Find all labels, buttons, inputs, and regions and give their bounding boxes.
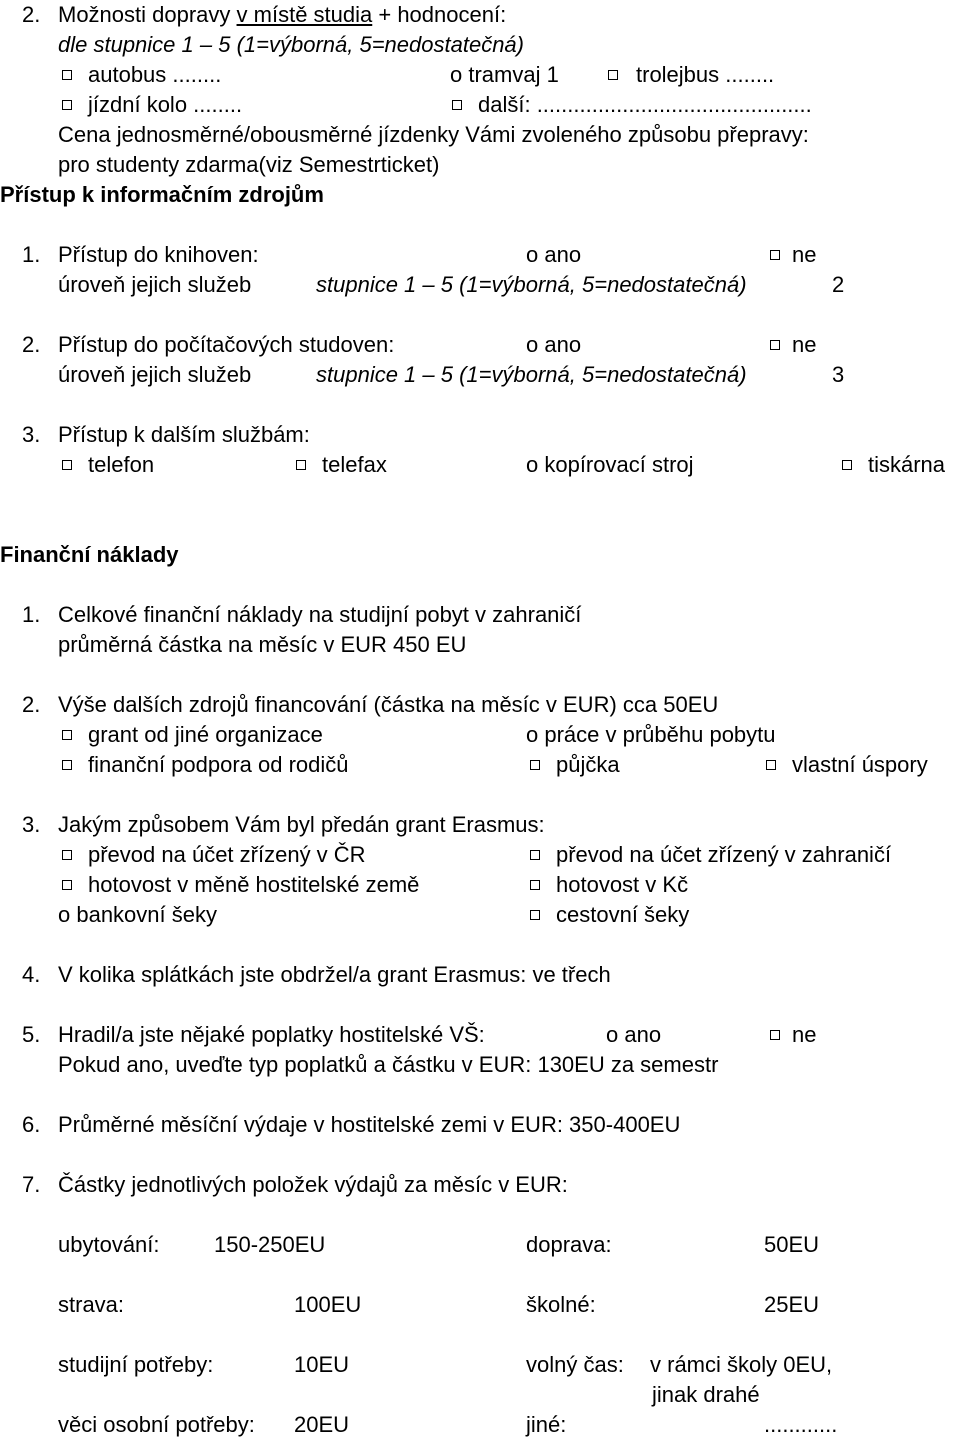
study-label: studijní potřeby: [58,1352,214,1377]
tuition-label: školné: [526,1292,596,1317]
fin-q1-label: Celkové finanční náklady na studijní pobyt v zahraničí [58,602,582,627]
fax-label: telefax [322,452,387,477]
fin-q5-detail: Pokud ano, uveďte typ poplatků a částku v EUR: 130EU za semestr [58,1052,719,1077]
printer-checkbox[interactable] [842,460,852,470]
other-cost-value: ............ [764,1412,838,1437]
tuition-value: 25EU [764,1292,820,1317]
transfer-abroad-checkbox[interactable] [530,850,540,860]
fin-q3-num: 3. [22,812,41,837]
transfer-abroad-label: převod na účet zřízený v zahraničí [556,842,892,867]
travel-checks-label: cestovní šeky [556,902,690,927]
info-q3-label: Přístup k dalším službám: [58,422,310,447]
info-q2-no: ne [792,332,817,357]
fin-q4-label: V kolika splátkách jste obdržel/a grant Erasmus: ve třech [58,962,611,987]
fin-q2-num: 2. [22,692,41,717]
leisure-label: volný čas: [526,1352,624,1377]
transport-scale-line: dle stupnice 1 – 5 (1=výborná, 5=nedostatečná) [58,32,524,57]
other-transport-checkbox[interactable] [452,100,462,110]
loan-label: půjčka [556,752,620,777]
study-value: 10EU [294,1352,350,1377]
fin-q4-num: 4. [22,962,41,987]
info-q2-num: 2. [22,332,41,357]
savings-checkbox[interactable] [766,760,776,770]
info-q1-value: 2 [832,272,845,297]
fin-q3-label: Jakým způsobem Vám byl předán grant Erasmus: [58,812,545,837]
price-line: Cena jednosměrné/obousměrné jízdenky Vámi zvoleného způsobu přepravy: [58,122,809,147]
transport-heading-num: 2. [22,2,41,27]
transport-heading-pre: Možnosti dopravy [58,2,237,27]
transport-cost-label: doprava: [526,1232,612,1257]
bank-checks-label[interactable]: o bankovní šeky [58,902,217,927]
savings-label: vlastní úspory [792,752,928,777]
copier-label[interactable]: o kopírovací stroj [526,452,694,477]
info-q2-scale: stupnice 1 – 5 (1=výborná, 5=nedostatečná) [316,362,747,387]
cash-host-label: hotovost v měně hostitelské země [88,872,420,897]
grant-other-checkbox[interactable] [62,730,72,740]
grant-other-label: grant od jiné organizace [88,722,323,747]
trolleybus-checkbox[interactable] [608,70,618,80]
bike-label: jízdní kolo ........ [88,92,243,117]
housing-value: 150-250EU [214,1232,326,1257]
info-q2-level-label: úroveň jejich služeb [58,362,252,387]
info-q2-yes[interactable]: o ano [526,332,582,357]
info-q1-no: ne [792,242,817,267]
info-q1-level-label: úroveň jejich služeb [58,272,252,297]
transfer-cr-checkbox[interactable] [62,850,72,860]
other-transport-label: další: ............................................. [478,92,812,117]
fin-q5-no: ne [792,1022,817,1047]
fin-q7-label: Částky jednotlivých položek výdajů za měsíc v EUR: [58,1172,568,1197]
transport-heading [58,4,506,26]
personal-label: věci osobní potřeby: [58,1412,255,1437]
food-label: strava: [58,1292,125,1317]
fax-checkbox[interactable] [296,460,306,470]
fin-q5-no-checkbox[interactable] [770,1030,780,1040]
fin-q7-num: 7. [22,1172,41,1197]
trolleybus-label: trolejbus ........ [636,62,775,87]
fin-q5-label: Hradil/a jste nějaké poplatky hostitelské VŠ: [58,1022,485,1047]
phone-label: telefon [88,452,155,477]
info-q1-no-checkbox[interactable] [770,250,780,260]
parents-label: finanční podpora od rodičů [88,752,349,777]
food-value: 100EU [294,1292,362,1317]
printer-label: tiskárna [868,452,946,477]
fin-q2-label: Výše dalších zdrojů financování (částka na měsíc v EUR) cca 50EU [58,692,719,717]
bus-label: autobus ........ [88,62,222,87]
finance-heading: Finanční náklady [0,542,179,567]
info-heading: Přístup k informačním zdrojům [0,182,324,207]
fin-q1-value: průměrná částka na měsíc v EUR 450 EU [58,632,467,657]
parents-checkbox[interactable] [62,760,72,770]
transport-heading-link: v místě studia [236,2,373,27]
info-q1-num: 1. [22,242,41,267]
info-q1-scale: stupnice 1 – 5 (1=výborná, 5=nedostatečná) [316,272,747,297]
price-value: pro studenty zdarma(viz Semestrticket) [58,152,440,177]
bike-checkbox[interactable] [62,100,72,110]
transport-cost-value: 50EU [764,1232,820,1257]
cash-host-checkbox[interactable] [62,880,72,890]
personal-value: 20EU [294,1412,350,1437]
info-q2-no-checkbox[interactable] [770,340,780,350]
leisure-value-2: jinak drahé [652,1382,760,1407]
cash-czk-checkbox[interactable] [530,880,540,890]
fin-q5-yes[interactable]: o ano [606,1022,662,1047]
info-q3-num: 3. [22,422,41,447]
fin-q6-num: 6. [22,1112,41,1137]
work-label[interactable]: o práce v průběhu pobytu [526,722,776,747]
transport-heading-post: + hodnocení: [372,2,507,27]
other-cost-label: jiné: [526,1412,567,1437]
info-q1-yes[interactable]: o ano [526,242,582,267]
fin-q5-num: 5. [22,1022,41,1047]
phone-checkbox[interactable] [62,460,72,470]
info-q1-label: Přístup do knihoven: [58,242,259,267]
loan-checkbox[interactable] [530,760,540,770]
info-q2-label: Přístup do počítačových studoven: [58,332,395,357]
housing-label: ubytování: [58,1232,160,1257]
info-q2-value: 3 [832,362,845,387]
fin-q1-num: 1. [22,602,41,627]
fin-q6-label: Průměrné měsíční výdaje v hostitelské zemi v EUR: 350-400EU [58,1112,681,1137]
leisure-value: v rámci školy 0EU, [650,1352,833,1377]
transfer-cr-label: převod na účet zřízený v ČR [88,842,366,867]
tram-label: o tramvaj 1 [450,62,559,87]
travel-checks-checkbox[interactable] [530,910,540,920]
bus-checkbox[interactable] [62,70,72,80]
cash-czk-label: hotovost v Kč [556,872,689,897]
